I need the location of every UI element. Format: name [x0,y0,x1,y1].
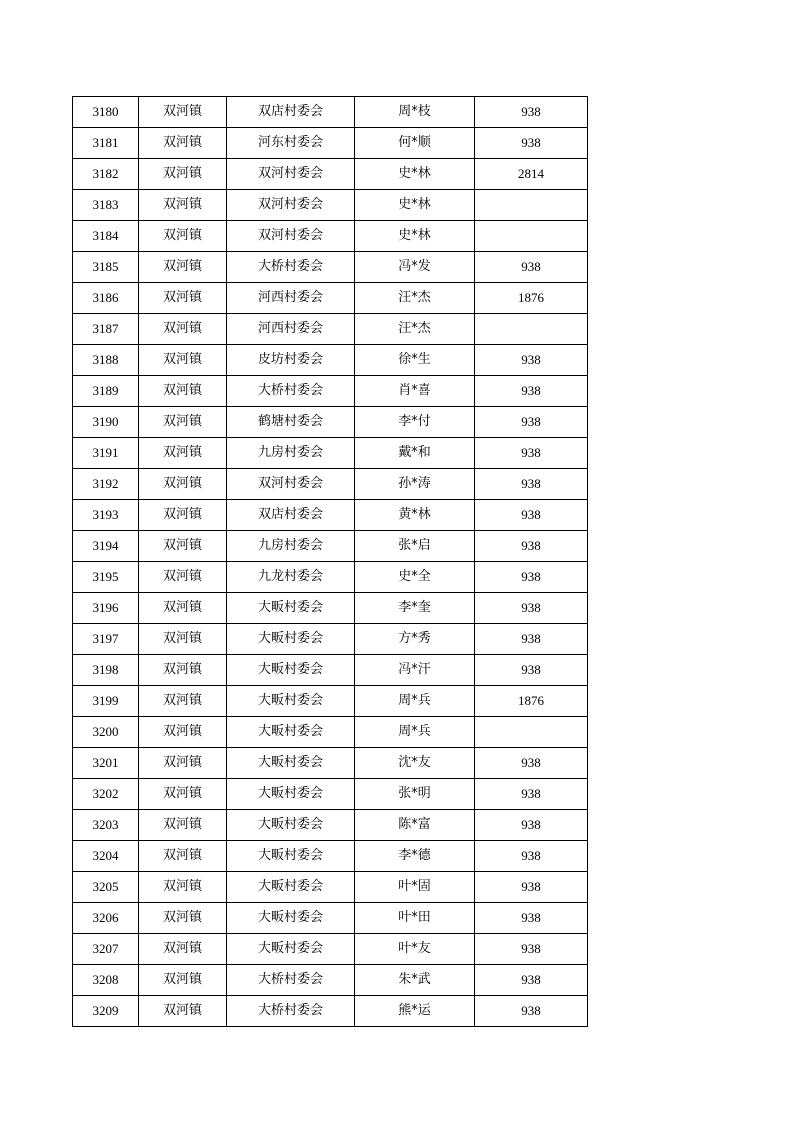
person-name-cell: 李*奎 [355,593,475,624]
person-name-cell: 李*德 [355,841,475,872]
amount-cell: 938 [475,810,588,841]
town-cell: 双河镇 [139,97,227,128]
town-cell: 双河镇 [139,748,227,779]
village-committee-cell: 皮坊村委会 [227,345,355,376]
amount-cell: 938 [475,252,588,283]
table-row [73,376,588,407]
person-name-cell: 叶*友 [355,934,475,965]
village-committee-cell: 双店村委会 [227,97,355,128]
person-name-cell: 冯*发 [355,252,475,283]
table-row [73,97,588,128]
table-row [73,252,588,283]
amount-cell [475,717,588,748]
amount-cell: 1876 [475,283,588,314]
person-name-cell: 史*全 [355,562,475,593]
town-cell: 双河镇 [139,345,227,376]
person-name-cell: 冯*汗 [355,655,475,686]
person-name-cell: 周*兵 [355,686,475,717]
amount-cell: 938 [475,965,588,996]
amount-cell: 938 [475,407,588,438]
amount-cell: 938 [475,531,588,562]
village-committee-cell: 鹤塘村委会 [227,407,355,438]
table-row [73,717,588,748]
row-number-cell: 3208 [73,965,139,996]
amount-cell: 938 [475,469,588,500]
row-number-cell: 3209 [73,996,139,1027]
village-committee-cell: 大畈村委会 [227,934,355,965]
town-cell: 双河镇 [139,965,227,996]
table-body [73,97,588,1027]
amount-cell: 938 [475,376,588,407]
village-committee-cell: 大畈村委会 [227,655,355,686]
village-committee-cell: 大畈村委会 [227,593,355,624]
table-row [73,934,588,965]
row-number-cell: 3182 [73,159,139,190]
person-name-cell: 李*付 [355,407,475,438]
village-committee-cell: 大畈村委会 [227,810,355,841]
table-row [73,345,588,376]
town-cell: 双河镇 [139,283,227,314]
village-committee-cell: 大畈村委会 [227,841,355,872]
town-cell: 双河镇 [139,469,227,500]
table-row [73,624,588,655]
village-committee-cell: 双河村委会 [227,469,355,500]
town-cell: 双河镇 [139,624,227,655]
village-committee-cell: 大畈村委会 [227,748,355,779]
amount-cell: 938 [475,934,588,965]
person-name-cell: 汪*杰 [355,283,475,314]
town-cell: 双河镇 [139,438,227,469]
row-number-cell: 3206 [73,903,139,934]
town-cell: 双河镇 [139,841,227,872]
town-cell: 双河镇 [139,934,227,965]
person-name-cell: 戴*和 [355,438,475,469]
village-committee-cell: 大桥村委会 [227,996,355,1027]
village-committee-cell: 河西村委会 [227,283,355,314]
person-name-cell: 汪*杰 [355,314,475,345]
table-row [73,283,588,314]
table-row [73,128,588,159]
town-cell: 双河镇 [139,314,227,345]
row-number-cell: 3202 [73,779,139,810]
town-cell: 双河镇 [139,407,227,438]
town-cell: 双河镇 [139,810,227,841]
amount-cell: 938 [475,996,588,1027]
town-cell: 双河镇 [139,655,227,686]
village-committee-cell: 大桥村委会 [227,965,355,996]
amount-cell: 938 [475,345,588,376]
row-number-cell: 3199 [73,686,139,717]
row-number-cell: 3181 [73,128,139,159]
village-committee-cell: 九龙村委会 [227,562,355,593]
town-cell: 双河镇 [139,159,227,190]
person-name-cell: 张*明 [355,779,475,810]
amount-cell: 938 [475,128,588,159]
row-number-cell: 3205 [73,872,139,903]
row-number-cell: 3204 [73,841,139,872]
town-cell: 双河镇 [139,252,227,283]
person-name-cell: 张*启 [355,531,475,562]
village-committee-cell: 大桥村委会 [227,376,355,407]
amount-cell: 938 [475,593,588,624]
person-name-cell: 肖*喜 [355,376,475,407]
town-cell: 双河镇 [139,128,227,159]
village-committee-cell: 河西村委会 [227,314,355,345]
town-cell: 双河镇 [139,996,227,1027]
amount-cell: 938 [475,655,588,686]
person-name-cell: 方*秀 [355,624,475,655]
person-name-cell: 叶*田 [355,903,475,934]
amount-cell: 938 [475,97,588,128]
table-row [73,221,588,252]
table-row [73,314,588,345]
row-number-cell: 3187 [73,314,139,345]
table-row [73,903,588,934]
amount-cell [475,190,588,221]
row-number-cell: 3191 [73,438,139,469]
table-row [73,996,588,1027]
person-name-cell: 陈*富 [355,810,475,841]
amount-cell: 938 [475,903,588,934]
person-name-cell: 史*林 [355,221,475,252]
person-name-cell: 沈*友 [355,748,475,779]
person-name-cell: 朱*武 [355,965,475,996]
table-row [73,686,588,717]
row-number-cell: 3196 [73,593,139,624]
row-number-cell: 3203 [73,810,139,841]
person-name-cell: 史*林 [355,159,475,190]
village-committee-cell: 大畈村委会 [227,717,355,748]
table-row [73,531,588,562]
table-row [73,593,588,624]
row-number-cell: 3201 [73,748,139,779]
village-committee-cell: 大畈村委会 [227,872,355,903]
village-committee-cell: 双河村委会 [227,190,355,221]
town-cell: 双河镇 [139,593,227,624]
town-cell: 双河镇 [139,221,227,252]
table-row [73,562,588,593]
row-number-cell: 3190 [73,407,139,438]
village-committee-cell: 九房村委会 [227,531,355,562]
village-committee-cell: 大畈村委会 [227,686,355,717]
town-cell: 双河镇 [139,717,227,748]
town-cell: 双河镇 [139,562,227,593]
row-number-cell: 3185 [73,252,139,283]
table-row [73,655,588,686]
amount-cell [475,221,588,252]
town-cell: 双河镇 [139,872,227,903]
person-name-cell: 史*林 [355,190,475,221]
table-row [73,810,588,841]
town-cell: 双河镇 [139,779,227,810]
row-number-cell: 3186 [73,283,139,314]
row-number-cell: 3184 [73,221,139,252]
village-committee-cell: 双河村委会 [227,221,355,252]
town-cell: 双河镇 [139,903,227,934]
table-row [73,469,588,500]
person-name-cell: 何*顺 [355,128,475,159]
row-number-cell: 3194 [73,531,139,562]
row-number-cell: 3195 [73,562,139,593]
subsidy-table [72,96,588,1027]
row-number-cell: 3183 [73,190,139,221]
row-number-cell: 3193 [73,500,139,531]
person-name-cell: 叶*固 [355,872,475,903]
amount-cell: 938 [475,438,588,469]
town-cell: 双河镇 [139,376,227,407]
person-name-cell: 周*枝 [355,97,475,128]
row-number-cell: 3189 [73,376,139,407]
village-committee-cell: 大畈村委会 [227,779,355,810]
row-number-cell: 3188 [73,345,139,376]
table-row [73,159,588,190]
row-number-cell: 3197 [73,624,139,655]
row-number-cell: 3200 [73,717,139,748]
table-row [73,841,588,872]
row-number-cell: 3192 [73,469,139,500]
row-number-cell: 3207 [73,934,139,965]
amount-cell: 2814 [475,159,588,190]
table-row [73,779,588,810]
amount-cell: 938 [475,872,588,903]
person-name-cell: 周*兵 [355,717,475,748]
table-row [73,872,588,903]
town-cell: 双河镇 [139,500,227,531]
amount-cell: 1876 [475,686,588,717]
amount-cell: 938 [475,562,588,593]
amount-cell: 938 [475,624,588,655]
amount-cell: 938 [475,500,588,531]
village-committee-cell: 双河村委会 [227,159,355,190]
person-name-cell: 徐*生 [355,345,475,376]
amount-cell: 938 [475,748,588,779]
amount-cell: 938 [475,779,588,810]
village-committee-cell: 大桥村委会 [227,252,355,283]
village-committee-cell: 大畈村委会 [227,903,355,934]
row-number-cell: 3198 [73,655,139,686]
town-cell: 双河镇 [139,531,227,562]
amount-cell: 938 [475,841,588,872]
table-row [73,190,588,221]
amount-cell [475,314,588,345]
village-committee-cell: 双店村委会 [227,500,355,531]
town-cell: 双河镇 [139,190,227,221]
person-name-cell: 熊*运 [355,996,475,1027]
table-row [73,407,588,438]
table-row [73,965,588,996]
table-row [73,438,588,469]
village-committee-cell: 河东村委会 [227,128,355,159]
person-name-cell: 黄*林 [355,500,475,531]
person-name-cell: 孙*涛 [355,469,475,500]
town-cell: 双河镇 [139,686,227,717]
table-row [73,500,588,531]
row-number-cell: 3180 [73,97,139,128]
table-row [73,748,588,779]
village-committee-cell: 大畈村委会 [227,624,355,655]
village-committee-cell: 九房村委会 [227,438,355,469]
